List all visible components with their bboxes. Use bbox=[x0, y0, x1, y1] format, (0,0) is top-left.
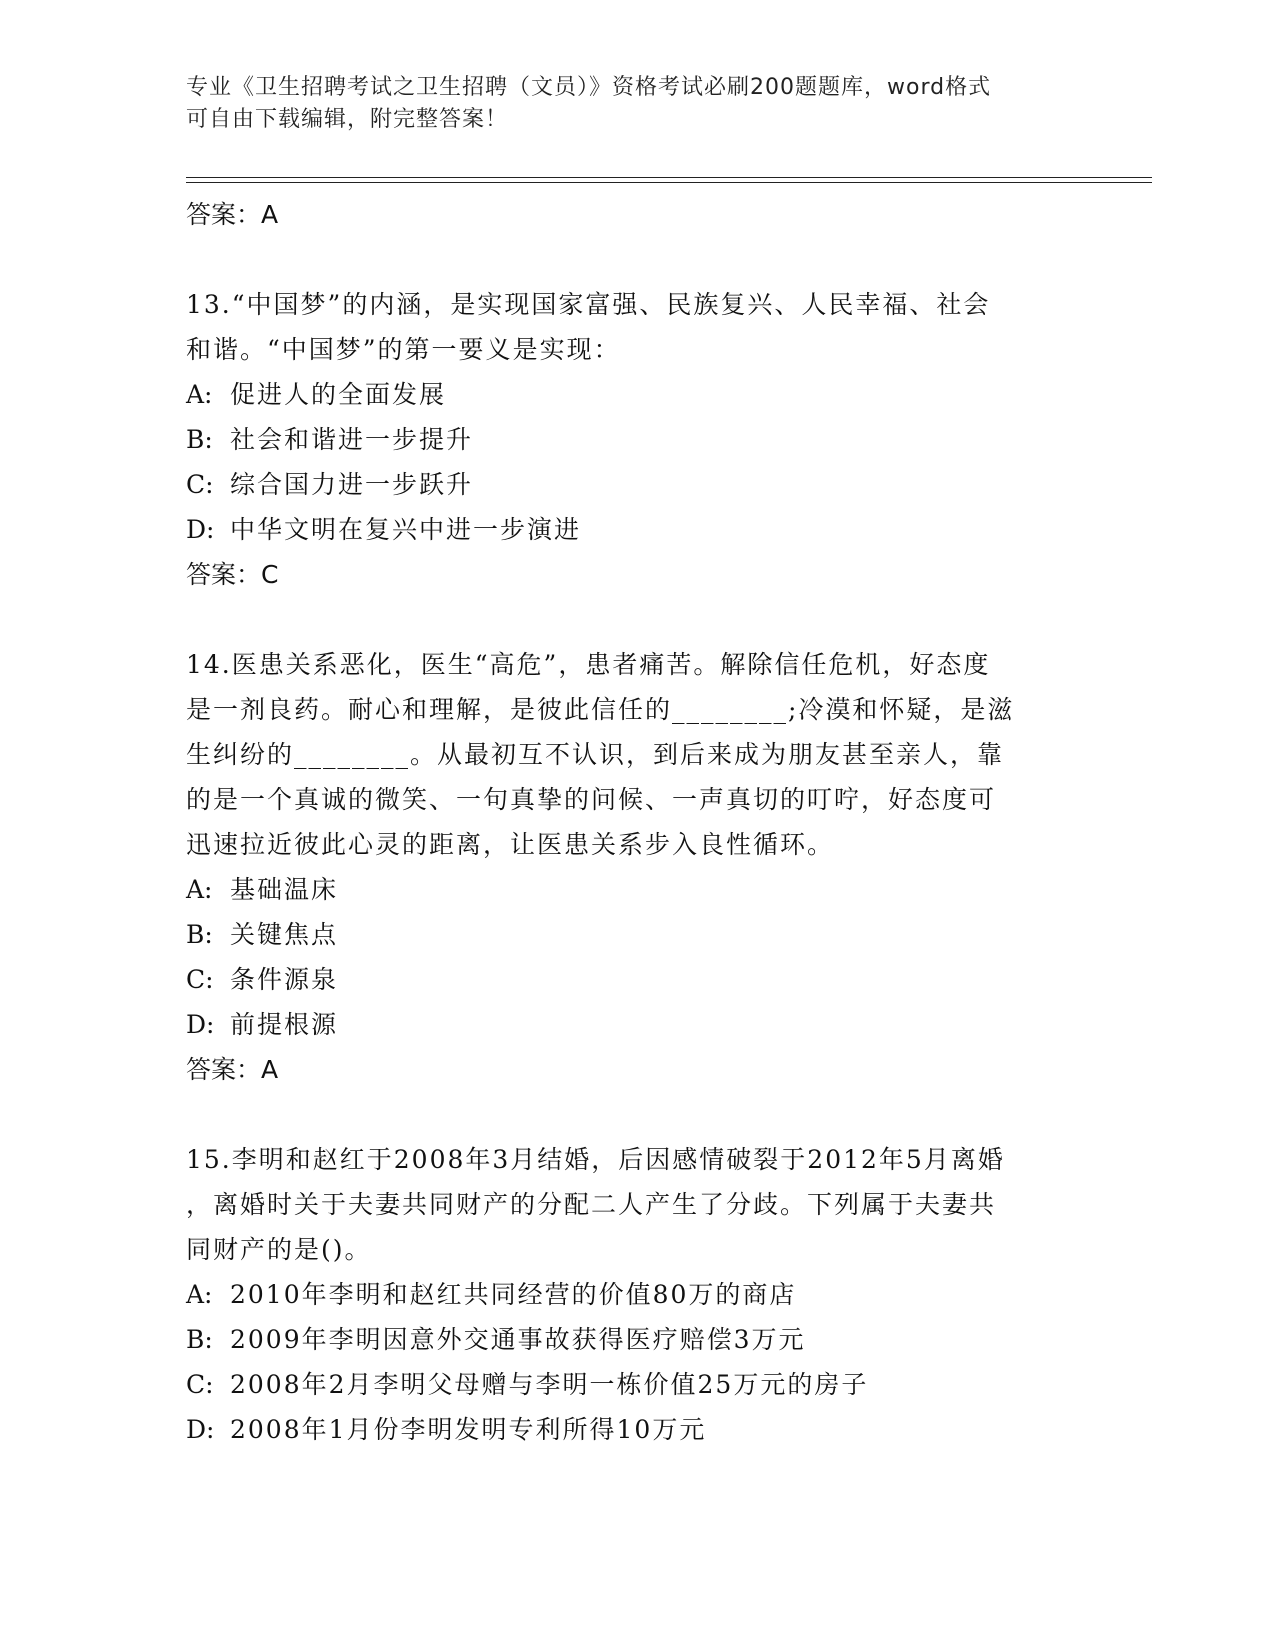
question-line: 15.李明和赵红于2008年3月结婚，后因感情破裂于2012年5月离婚 bbox=[186, 1145, 1005, 1174]
option-text: 促进人的全面发展 bbox=[230, 380, 447, 409]
option-b bbox=[186, 417, 1086, 462]
option-text: 条件源泉 bbox=[230, 965, 339, 994]
option-b bbox=[186, 1317, 1086, 1362]
answer-line: 答案：C bbox=[186, 559, 279, 589]
question-line: ，离婚时关于夫妻共同财产的分配二人产生了分歧。下列属于夫妻共 bbox=[186, 1190, 997, 1219]
option-c bbox=[186, 462, 1086, 507]
option-text: 基础温床 bbox=[230, 875, 339, 904]
option-key: B: bbox=[186, 920, 213, 949]
option-key: A: bbox=[186, 1280, 213, 1309]
spacer bbox=[186, 597, 1086, 642]
option-key: A: bbox=[186, 380, 213, 409]
option-text: 前提根源 bbox=[230, 1010, 339, 1039]
option-text: 综合国力进一步跃升 bbox=[230, 470, 474, 499]
question-line: 的是一个真诚的微笑、一句真挚的问候、一声真切的叮咛，好态度可 bbox=[186, 785, 997, 814]
option-a bbox=[186, 867, 1086, 912]
option-key: C: bbox=[186, 965, 214, 994]
answer-line: 答案：A bbox=[186, 199, 279, 229]
option-text: 2008年2月李明父母赠与李明一栋价值25万元的房子 bbox=[230, 1370, 869, 1399]
header-rule-top bbox=[186, 177, 1152, 178]
header-rule-bottom bbox=[186, 182, 1152, 183]
question-line: 同财产的是()。 bbox=[186, 1235, 372, 1264]
option-d bbox=[186, 507, 1086, 552]
option-text: 2008年1月份李明发明专利所得10万元 bbox=[230, 1415, 707, 1444]
option-key: D: bbox=[186, 1415, 215, 1444]
spacer bbox=[186, 237, 1086, 282]
option-a bbox=[186, 372, 1086, 417]
option-key: D: bbox=[186, 515, 215, 544]
option-text: 中华文明在复兴中进一步演进 bbox=[230, 515, 582, 544]
question-line: 14.医患关系恶化，医生“高危”，患者痛苦。解除信任危机，好态度 bbox=[186, 650, 991, 679]
question-line: 迅速拉近彼此心灵的距离，让医患关系步入良性循环。 bbox=[186, 830, 835, 859]
question-14 bbox=[186, 642, 1086, 1092]
option-d bbox=[186, 1002, 1086, 1047]
option-text: 关键焦点 bbox=[230, 920, 339, 949]
option-text: 2010年李明和赵红共同经营的价值80万的商店 bbox=[230, 1280, 797, 1309]
option-key: A: bbox=[186, 875, 213, 904]
option-text: 2009年李明因意外交通事故获得医疗赔偿3万元 bbox=[230, 1325, 806, 1354]
question-line: 是一剂良药。耐心和理解，是彼此信任的________;冷漠和怀疑，是滋 bbox=[186, 695, 1015, 724]
question-line: 和谐。“中国梦”的第一要义是实现： bbox=[186, 335, 621, 364]
question-13 bbox=[186, 282, 1086, 597]
option-key: B: bbox=[186, 1325, 213, 1354]
option-c bbox=[186, 1362, 1086, 1407]
option-key: B: bbox=[186, 425, 213, 454]
option-key: D: bbox=[186, 1010, 215, 1039]
option-b bbox=[186, 912, 1086, 957]
header-line-2: 可自由下载编辑，附完整答案！ bbox=[186, 107, 509, 132]
document-header bbox=[186, 72, 1066, 136]
answer-line: 答案：A bbox=[186, 1054, 279, 1084]
option-key: C: bbox=[186, 1370, 214, 1399]
option-d bbox=[186, 1407, 1086, 1452]
option-a bbox=[186, 1272, 1086, 1317]
option-text: 社会和谐进一步提升 bbox=[230, 425, 474, 454]
option-key: C: bbox=[186, 470, 214, 499]
header-line-1: 专业《卫生招聘考试之卫生招聘（文员）》资格考试必刷200题题库，word格式 bbox=[186, 75, 992, 100]
spacer bbox=[186, 1092, 1086, 1137]
question-15 bbox=[186, 1137, 1086, 1452]
option-c bbox=[186, 957, 1086, 1002]
question-line: 生纠纷的________。从最初互不认识，到后来成为朋友甚至亲人，靠 bbox=[186, 740, 1005, 769]
document-body bbox=[186, 192, 1086, 1452]
question-line: 13.“中国梦”的内涵，是实现国家富强、民族复兴、人民幸福、社会 bbox=[186, 290, 991, 319]
